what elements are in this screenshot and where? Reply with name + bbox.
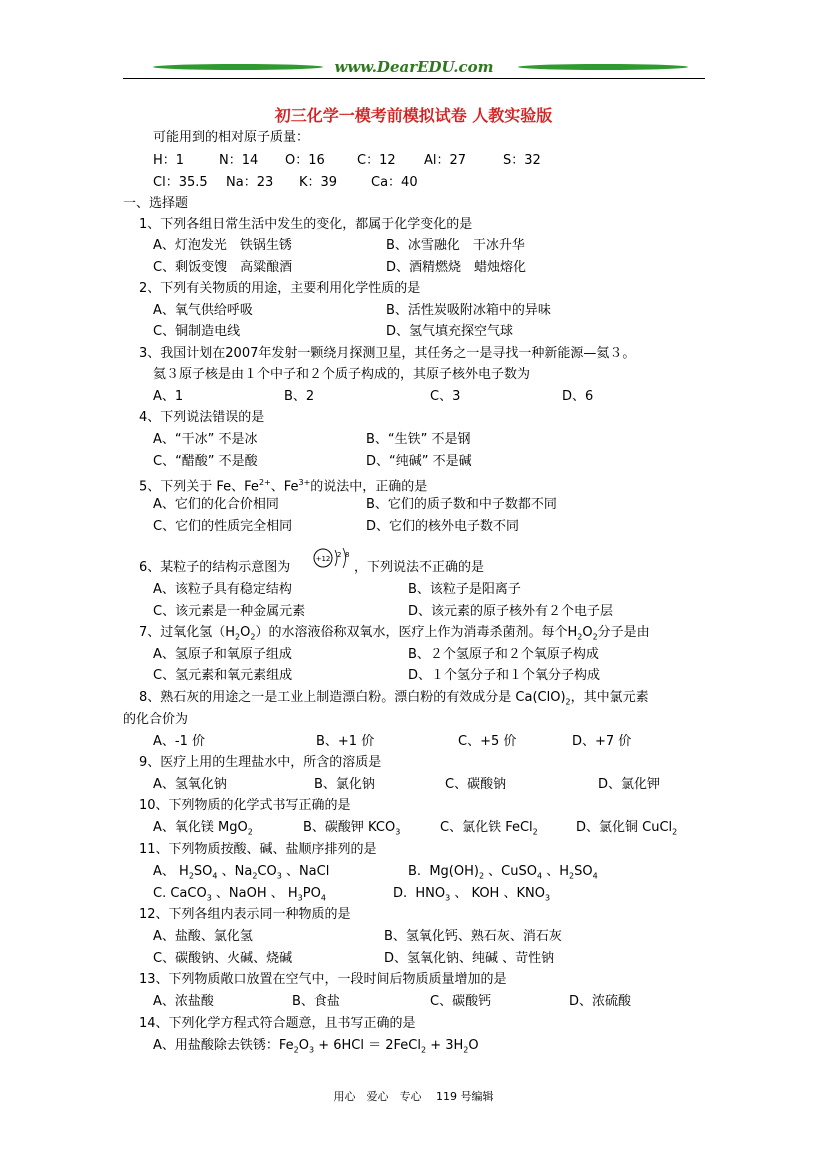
mass-o: O：16 xyxy=(285,153,325,168)
page-footer: 用心 爱心 专心 119 号编辑 xyxy=(333,1090,494,1103)
q7-option-a: A、氢原子和氧原子组成 xyxy=(153,647,292,662)
q2-stem: 2、下列有关物质的用途，主要利用化学性质的是 xyxy=(139,281,421,296)
q9-option-b: B、氯化钠 xyxy=(314,777,375,792)
q10-option-d-sub: 2 xyxy=(672,827,678,837)
q13-option-b: B、食盐 xyxy=(292,994,340,1009)
page-title: 初三化学一模考前模拟试卷 人教实验版 xyxy=(274,106,553,125)
q10-stem: 10、下列物质的化学式书写正确的是 xyxy=(139,798,351,813)
q11-stem: 11、下列物质按酸、碱、盐顺序排列的是 xyxy=(139,842,377,857)
q3-option-a: A、1 xyxy=(153,389,184,404)
masses-label: 可能用到的相对原子质量： xyxy=(153,130,310,145)
q5-stem-post: 的说法中，正确的是 xyxy=(310,479,428,495)
q8-stem-pre: 8、熟石灰的用途之一是工业上制造漂白粉。漂白粉的有效成分是 Ca(ClO) xyxy=(139,690,566,705)
mass-c: C：12 xyxy=(357,153,396,168)
q1-stem: 1、下列各组日常生活中发生的变化，都属于化学变化的是 xyxy=(139,217,473,232)
q9-option-c: C、碳酸钠 xyxy=(445,777,507,792)
q2-option-d: D、氢气填充探空气球 xyxy=(386,324,514,339)
q10-option-d-text: D、氯化铜 CuCl xyxy=(576,820,673,835)
q10-option-a-text: A、氧化镁 MgO xyxy=(153,820,248,835)
site-url[interactable]: www.DearEDU.com xyxy=(334,58,494,76)
q5-option-d: D、它们的核外电子数不同 xyxy=(366,519,520,534)
q5-stem-mid: 、Fe xyxy=(270,479,299,495)
mass-k: K：39 xyxy=(299,175,338,190)
q13-stem: 13、下列物质敞口放置在空气中，一段时间后物质质量增加的是 xyxy=(139,972,507,987)
q6-stem-post: ，下列说法不正确的是 xyxy=(354,560,485,575)
q14-a-o: O xyxy=(298,1038,309,1053)
q11-option-a: A、 $H_2SO_4$ 、$Na_2CO_3$ 、NaCl xyxy=(153,864,330,881)
q4-option-b: B、“生铁” 不是钢 xyxy=(366,432,471,447)
q6-option-a: A、该粒子具有稳定结构 xyxy=(153,582,292,597)
q9-option-d: D、氯化钾 xyxy=(598,777,661,792)
q6-stem-pre: 6、某粒子的结构示意图为 xyxy=(139,560,291,575)
q5-charge-2: 2+ xyxy=(258,478,271,487)
q10-option-b xyxy=(303,819,400,842)
q5-option-a: A、它们的化合价相同 xyxy=(153,497,279,512)
q5-stem xyxy=(139,474,427,496)
q13-option-d: D、浓硫酸 xyxy=(569,994,632,1009)
q7-sub-3: 2 xyxy=(577,632,583,642)
nucleus-charge: +12 xyxy=(315,555,331,563)
q7-stem-post: 分子是由 xyxy=(597,625,650,640)
q12-option-d: D、氢氧化钠、纯碱 、苛性钠 xyxy=(384,951,555,966)
q11-option-c: C. CaCO$_3$ 、NaOH 、 $H_3PO_4$ xyxy=(153,886,326,903)
q10-option-c-text: C、氯化铁 FeCl xyxy=(440,820,533,835)
q14-a-sub1: 2 xyxy=(293,1045,299,1055)
q6-option-d: D、该元素的原子核外有２个电子层 xyxy=(408,604,614,619)
q8-option-d: D、+7 价 xyxy=(572,734,632,749)
q8-stem-post: ，其中氯元素 xyxy=(570,690,649,705)
q10-option-c xyxy=(440,819,538,842)
shell-1-electrons: 2 xyxy=(337,551,342,559)
q10-option-d xyxy=(576,819,677,842)
q5-option-b: B、它们的质子数和中子数都不同 xyxy=(366,497,557,512)
q5-stem-pre: 5、下列关于 Fe、Fe xyxy=(139,479,259,495)
q14-a-sub4: 2 xyxy=(463,1045,469,1055)
q7-o-2: O xyxy=(582,625,593,640)
q7-stem-pre: 7、过氧化氢（H xyxy=(139,625,236,640)
q10-option-b-text: B、碳酸钾 KCO xyxy=(303,820,396,835)
q10-option-b-sub: 3 xyxy=(395,827,401,837)
q11-option-d: D. $HNO_3$ 、 KOH 、$KNO_3$ xyxy=(393,886,551,903)
particle-structure-diagram xyxy=(313,546,353,572)
q1-option-a: A、灯泡发光 铁锅生锈 xyxy=(153,238,292,253)
q14-a-pre: A、用盐酸除去铁锈：Fe xyxy=(153,1038,294,1053)
q14-a-sub3: 2 xyxy=(420,1045,427,1055)
mass-na: Na：23 xyxy=(226,175,274,190)
q4-option-c: C、“醋酸” 不是酸 xyxy=(153,454,258,469)
q8-option-a: A、-1 价 xyxy=(153,734,205,749)
q3-option-c: C、3 xyxy=(430,389,461,404)
q1-option-b: B、冰雪融化 干冰升华 xyxy=(386,238,525,253)
q3-stem: 3、我国计划在2007年发射一颗绕月探测卫星，其任务之一是寻找一种新能源—氦３。 xyxy=(139,346,636,361)
mass-n: N：14 xyxy=(219,153,259,168)
q1-option-c: C、剩饭变馊 高粱酿酒 xyxy=(153,260,293,275)
q7-option-c: C、氢元素和氧元素组成 xyxy=(153,668,293,683)
q4-option-d: D、“纯碱” 不是碱 xyxy=(366,454,472,469)
q7-o: O xyxy=(240,625,251,640)
q13-option-c: C、碳酸钙 xyxy=(430,994,492,1009)
q2-option-b: B、活性炭吸附冰箱中的异味 xyxy=(386,303,551,318)
q7-sub-2: 2 xyxy=(250,632,256,642)
q12-option-b: B、氢氧化钙、熟石灰、消石灰 xyxy=(384,929,562,944)
q10-option-c-sub: 2 xyxy=(532,827,538,837)
header-rule xyxy=(123,78,705,79)
q14-a-end: + 3H xyxy=(426,1038,464,1053)
q13-option-a: A、浓盐酸 xyxy=(153,994,214,1009)
q14-stem: 14、下列化学方程式符合题意，且书写正确的是 xyxy=(139,1016,416,1031)
mass-ca: Ca：40 xyxy=(371,175,418,190)
q7-stem xyxy=(139,624,650,647)
q14-a-sub2: 3 xyxy=(309,1045,315,1055)
q10-option-a-sub: 2 xyxy=(247,827,253,837)
q8-stem-line2: 的化合价为 xyxy=(123,712,189,727)
mass-al: Al：27 xyxy=(424,153,467,168)
q7-sub-1: 2 xyxy=(235,632,241,642)
q12-option-a: A、盐酸、氯化氢 xyxy=(153,929,253,944)
q5-charge-3: 3+ xyxy=(298,478,311,487)
mass-cl: Cl：35.5 xyxy=(153,175,208,190)
mass-h: H：1 xyxy=(153,153,185,168)
q7-stem-mid: ）的水溶液俗称双氧水，医疗上作为消毒杀菌剂。每个H xyxy=(255,625,578,640)
q4-stem: 4、下列说法错误的是 xyxy=(139,410,265,425)
q3-option-b: B、2 xyxy=(284,389,315,404)
q7-sub-4: 2 xyxy=(592,632,598,642)
mass-s: S：32 xyxy=(503,153,541,168)
q14-a-mid: + 6HCl ＝ 2FeCl xyxy=(314,1038,421,1053)
q9-option-a: A、氢氧化钠 xyxy=(153,777,227,792)
q1-option-d: D、酒精燃烧 蜡烛熔化 xyxy=(386,260,527,275)
q2-option-a: A、氧气供给呼吸 xyxy=(153,303,253,318)
q10-option-a xyxy=(153,819,253,842)
q7-option-b: B、２个氢原子和２个氧原子构成 xyxy=(408,647,599,662)
q9-stem: 9、医疗上用的生理盐水中，所含的溶质是 xyxy=(139,755,382,770)
q14-a-o2: O xyxy=(468,1038,479,1053)
shell-2-electrons: 8 xyxy=(345,551,350,559)
q8-stem xyxy=(139,689,649,712)
q12-stem: 12、下列各组内表示同一种物质的是 xyxy=(139,907,351,922)
q8-option-b: B、+1 价 xyxy=(316,734,375,749)
site-header xyxy=(123,56,705,80)
q3-option-d: D、6 xyxy=(562,389,594,404)
q11-option-b: B. $Mg(OH)_2$ 、CuSO$_4$ 、$H_2SO_4$ xyxy=(408,864,598,881)
q7-option-d: D、１个氢分子和１个氧分子构成 xyxy=(408,668,601,683)
q2-option-c: C、铜制造电线 xyxy=(153,324,241,339)
q8-option-c: C、+5 价 xyxy=(458,734,517,749)
section-heading: 一、选择题 xyxy=(123,196,189,211)
q3-stem-line2: 氦３原子核是由１个中子和２个质子构成的，其原子核外电子数为 xyxy=(153,367,531,382)
q12-option-c: C、碳酸钠、火碱、烧碱 xyxy=(153,951,293,966)
q5-option-c: C、它们的性质完全相同 xyxy=(153,519,293,534)
q14-option-a xyxy=(153,1037,479,1060)
q6-option-c: C、该元素是一种金属元素 xyxy=(153,604,306,619)
q6-option-b: B、该粒子是阳离子 xyxy=(408,582,521,597)
q4-option-a: A、“干冰” 不是冰 xyxy=(153,432,258,447)
q8-sub: 2 xyxy=(565,697,571,707)
